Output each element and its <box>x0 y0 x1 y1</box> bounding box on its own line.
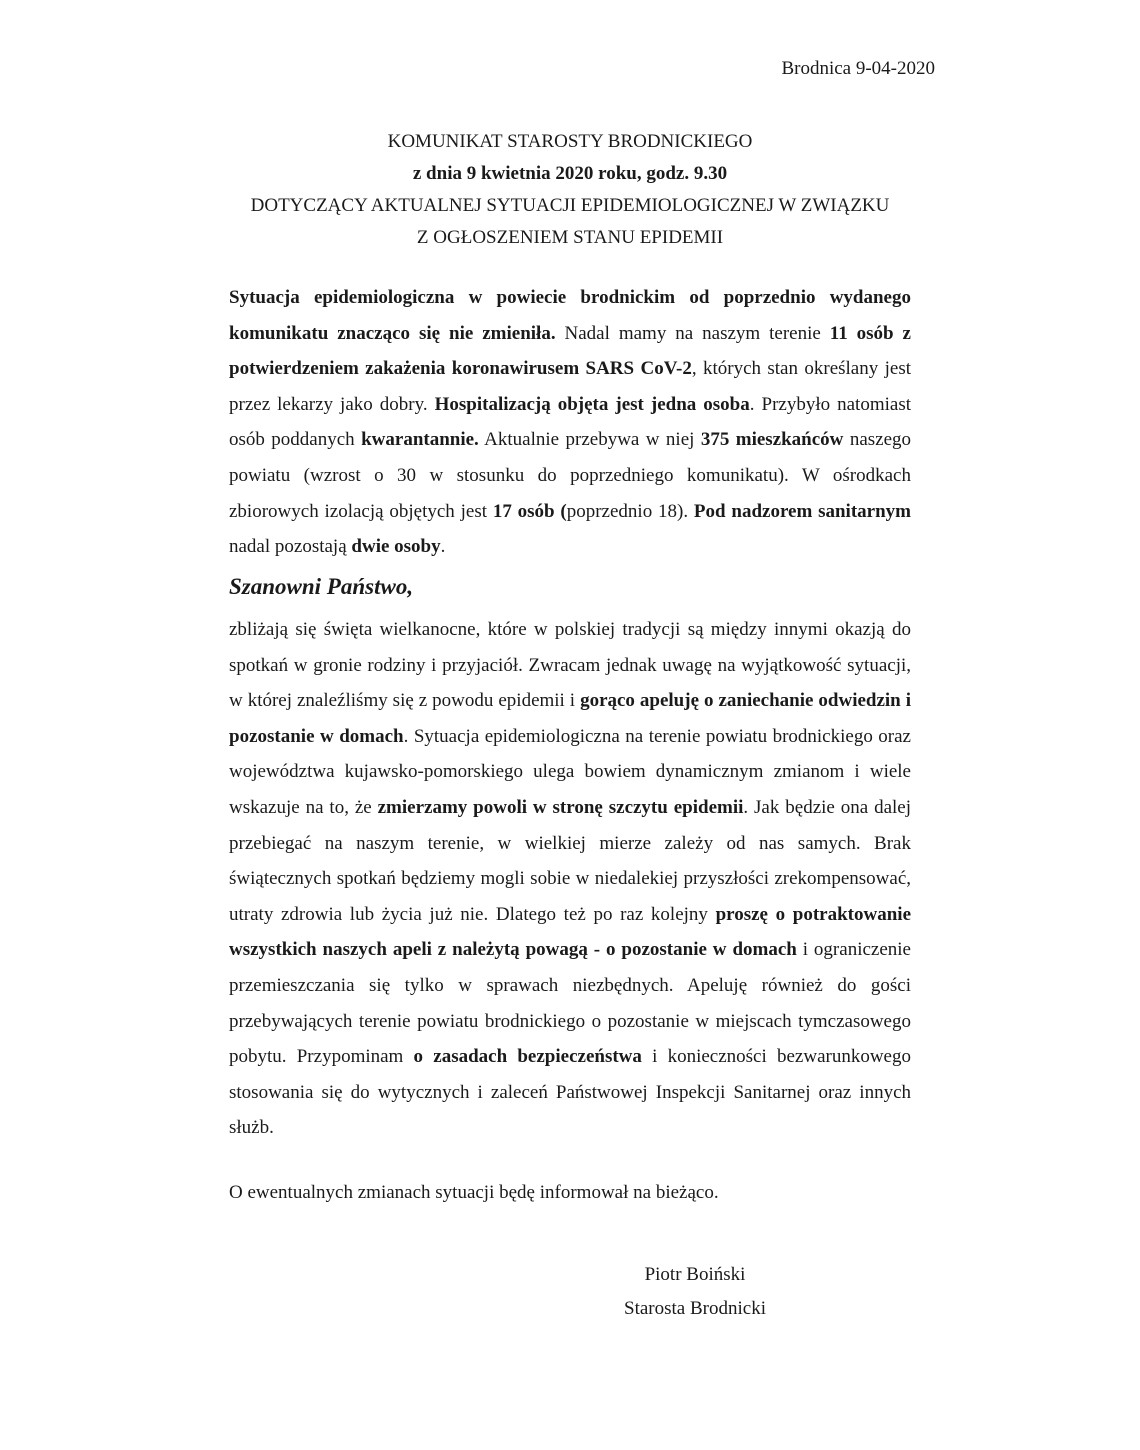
body-text: Nadal mamy na naszym terenie <box>555 322 830 344</box>
emphasized-text: Pod nadzorem sanitarnym <box>693 500 911 522</box>
emphasized-text: 17 osób ( <box>492 500 567 522</box>
signature-name: Piotr Boiński <box>644 1264 746 1285</box>
emphasized-text: proszę o potraktowanie wszystkich naszych apeli z należytą powagą - o pozostanie w domach <box>229 903 911 961</box>
emphasized-text: Sytuacja epidemiologiczna w powiecie brodnickim od poprzednio wydanego komunikatu znacząco się nie zmieniła. <box>229 287 911 344</box>
status-paragraph <box>229 280 911 565</box>
header-subject-line1: DOTYCZĄCY AKTUALNEJ SYTUACJI EPIDEMIOLOGICZNEJ W ZWIĄZKU <box>250 195 890 216</box>
body-text: zbliżają się święta wielkanocne, które w polskiej tradycji są między innymi okazją do spotkań w gronie rodziny i przyjaciół. Zwracam jednak uwagę na wyjątkowość sytuacji, w której znaleźliśmy się z powodu epidemii i <box>229 619 911 712</box>
emphasized-text: gorąco apeluję o zaniechanie odwiedzin i pozostanie w domach <box>229 690 911 747</box>
emphasized-text: dwie osoby <box>351 536 441 558</box>
header-subject-line2: Z OGŁOSZENIEM STANU EPIDEMII <box>416 227 724 248</box>
body-text: i ograniczenie przemieszczania się tylko w sprawach niezbędnych. Apeluję również do gości przebywających terenie powiatu brodnickiego o pozostanie w miejscach tymczasowego pobytu. Przypominam <box>229 939 911 1068</box>
signature-block <box>620 1258 770 1326</box>
body-text: . <box>440 536 446 558</box>
salutation: Szanowni Państwo, <box>229 574 414 599</box>
emphasized-text: Hospitalizacją objęta jest jedna osoba <box>434 393 750 415</box>
status-paragraph-text <box>229 280 911 565</box>
document-date: Brodnica 9-04-2020 <box>781 58 935 79</box>
closing-sentence: O ewentualnych zmianach sytuacji będę informował na bieżąco. <box>229 1182 719 1203</box>
body-text: nadal pozostają <box>229 536 352 558</box>
body-text: . Przybyło natomiast osób poddanych <box>229 393 911 451</box>
body-text: naszego powiatu (wzrost o 30 w stosunku do poprzedniego komunikatu). W ośrodkach zbiorowych izolacją objętych jest <box>229 429 912 522</box>
header-date-line: z dnia 9 kwietnia 2020 roku, godz. 9.30 <box>412 163 728 184</box>
emphasized-text: kwarantannie. <box>361 429 479 451</box>
body-text: . Jak będzie ona dalej przebiegać na naszym terenie, w wielkiej mierze zależy od nas samych. Brak świątecznych spotkań będziemy mogli sobie w niedalekiej przyszłości zrekompensować, utraty zdrowia lub życia już nie. Dlatego też po raz kolejny <box>229 796 911 925</box>
body-text: i konieczności bezwarunkowego stosowania się do wytycznych i zaleceń Państwowej Inspekcji Sanitarnej oraz innych służb. <box>229 1046 911 1139</box>
body-text: . Sytuacja epidemiologiczna na terenie powiatu brodnickiego oraz województwa kujawsko-pomorskiego ulega bowiem dynamicznym zmianom i wiele wskazuje na to, że <box>229 725 911 818</box>
body-text: , których stan określany jest przez lekarzy jako dobry. <box>229 358 911 415</box>
emphasized-text: o zasadach bezpieczeństwa <box>413 1046 642 1068</box>
header-title: KOMUNIKAT STAROSTY BRODNICKIEGO <box>387 131 753 152</box>
appeal-paragraph-text <box>229 612 911 1146</box>
signature-title: Starosta Brodnicki <box>624 1298 766 1319</box>
appeal-paragraph <box>229 612 911 1146</box>
emphasized-text: zmierzamy powoli w stronę szczytu epidemii <box>377 796 744 818</box>
emphasized-text: 11 osób z potwierdzeniem zakażenia koronawirusem SARS CoV-2 <box>229 322 911 380</box>
body-text: Aktualnie przebywa w niej <box>478 429 701 451</box>
emphasized-text: 375 mieszkańców <box>700 429 844 451</box>
document-header <box>0 126 1140 254</box>
body-text: poprzednio 18). <box>566 500 694 522</box>
